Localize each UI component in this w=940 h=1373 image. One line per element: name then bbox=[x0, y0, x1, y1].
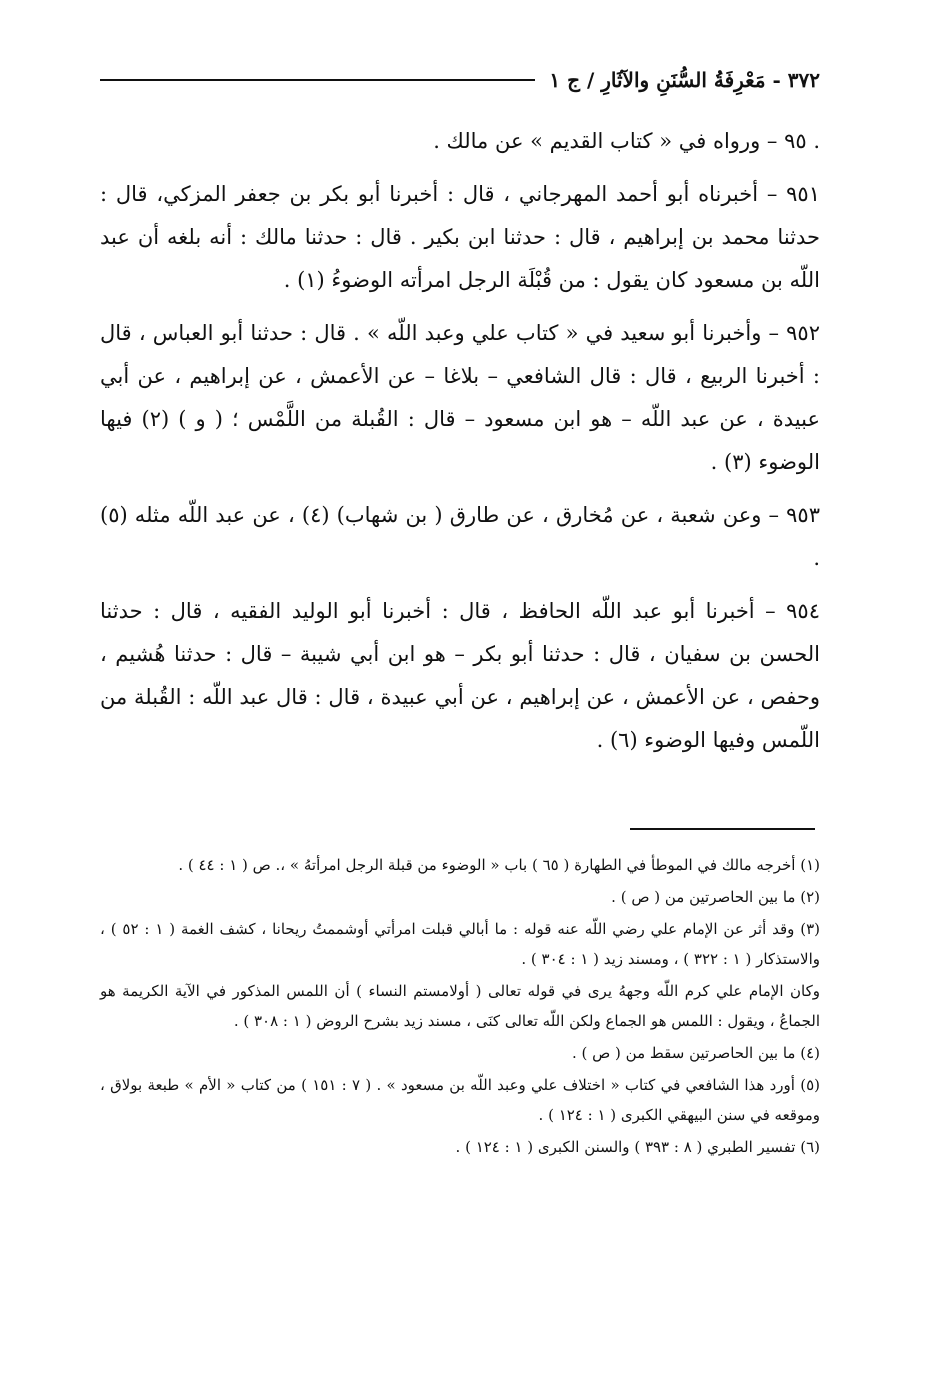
header-title: ٣٧٢ - مَعْرِفَةُ السُّنَنِ والآثَارِ / ج ١ bbox=[549, 68, 820, 92]
paragraph-953: ٩٥٣ – وعن شعبة ، عن مُخارق ، عن طارق ( بن شهاب) (٤) ، عن عبد اللّه مثله (٥) . bbox=[100, 503, 820, 570]
footnote-5: (٥) أورد هذا الشافعي في كتاب « اختلاف علي وعبد اللّه بن مسعود » . ( ٧ : ١٥١ ) من كتاب « الأم » طبعة بولاق ، وموقعه في سنن البيهقي الكبرى ( ١ : ١٢٤ ) . bbox=[100, 1076, 820, 1124]
header-rule bbox=[100, 79, 535, 81]
main-text bbox=[100, 120, 820, 772]
footnotes bbox=[100, 850, 820, 1164]
footnote-3: (٣) وقد أثر عن الإمام علي رضي اللّه عنه قوله : ما أبالي قبلت امرأتي أوشممتُ ريحانا ، كشف الغمة ( ١ : ٥٢ ) ، والاستذكار ( ١ : ٣٢٢ ) ، ومسند زيد ( ١ : ٣٠٤ ) . bbox=[100, 920, 821, 968]
footnote-4: (٤) ما بين الحاصرتين سقط من ( ص ) . bbox=[572, 1044, 820, 1062]
footnote-divider bbox=[630, 828, 815, 830]
running-header bbox=[100, 60, 820, 100]
footnote-3-continued: وكان الإمام علي كرم اللّه وجههُ يرى في قوله تعالى ( أولامستم النساء ) أن اللمس المذكور في الآية الكريمة هو الجماعُ ، ويقول : اللمس هو الجماع ولكن اللّه تعالى كنَى ، مسند زيد بشرح الروض ( ١ : ٣٠٨ ) . bbox=[100, 982, 820, 1030]
footnote-6: (٦) تفسير الطبري ( ٨ : ٣٩٣ ) والسنن الكبرى ( ١ : ١٢٤ ) . bbox=[455, 1138, 820, 1156]
paragraph-950: . ٩٥ – ورواه في « كتاب القديم » عن مالك . bbox=[433, 129, 820, 153]
footnote-1: (١) أخرجه مالك في الموطأ في الطهارة ( ٦٥ ) باب « الوضوء من قبلة الرجل امرأتهُ » ،. ص ( ١ : ٤٤ ) . bbox=[178, 856, 820, 874]
paragraph-951: ٩٥١ – أخبرناه أبو أحمد المهرجاني ، قال : أخبرنا أبو بكر بن جعفر المزكي، قال : حدثنا محمد بن إبراهيم ، قال : حدثنا ابن بكير . قال : حدثنا مالك : أنه بلغه أن عبد اللّه بن مسعود كان يقول : من قُبْلَة الرجل امرأته الوضوءُ (١) . bbox=[100, 182, 820, 292]
paragraph-952: ٩٥٢ – وأخبرنا أبو سعيد في « كتاب علي وعبد اللّه » . قال : حدثنا أبو العباس ، قال : أخبرنا الربيع ، قال : قال الشافعي – بلاغا – عن الأعمش ، عن إبراهيم ، عن أبي عبيدة ، عن عبد اللّه – هو ابن مسعود – قال : القُبلة من اللَّمْس ؛ ( و ) (٢) فيها الوضوء (٣) . bbox=[100, 321, 820, 474]
footnote-2: (٢) ما بين الحاصرتين من ( ص ) . bbox=[611, 888, 820, 906]
paragraph-954: ٩٥٤ – أخبرنا أبو عبد اللّه الحافظ ، قال : أخبرنا أبو الوليد الفقيه ، قال : حدثنا الحسن بن سفيان ، قال : حدثنا أبو بكر – هو ابن أبي شيبة – قال : حدثنا هُشيم ، وحفص ، عن الأعمش ، عن إبراهيم ، عن أبي عبيدة ، قال : قال عبد اللّه : القُبلة من اللّمس وفيها الوضوء (٦) . bbox=[100, 599, 820, 752]
